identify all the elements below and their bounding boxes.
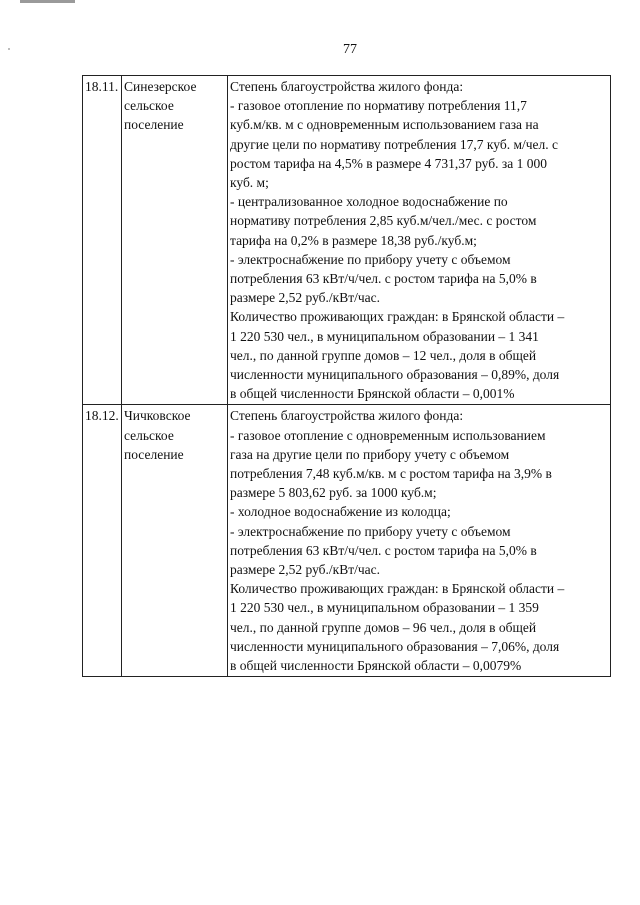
settlement-description [228, 76, 611, 405]
description-line: куб.м/кв. м с одновременным использованием газа на [230, 117, 539, 133]
description-line: - электроснабжение по прибору учету с объемом [230, 251, 511, 267]
scan-edge-mark [20, 0, 75, 3]
description-line: - электроснабжение по прибору учету с объемом [230, 523, 511, 539]
description-line: Степень благоустройства жилого фонда: [230, 408, 464, 424]
description-line: - газовое отопление с одновременным использованием [230, 427, 546, 443]
description-line: размере 5 803,62 руб. за 1000 куб.м; [230, 485, 437, 501]
description-line: в общей численности Брянской области – 0,0079% [230, 658, 522, 674]
description-line: 1 220 530 чел., в муниципальном образовании – 1 341 [230, 328, 539, 344]
description-line: - газовое отопление по нормативу потребления 11,7 [230, 98, 527, 114]
settlement-name [122, 405, 228, 677]
settlement-name-line: сельское [124, 98, 174, 114]
table-row [83, 405, 611, 677]
description-line: численности муниципального образования – 7,06%, доля [230, 638, 560, 654]
description-line: ростом тарифа на 4,5% в размере 4 731,37 руб. за 1 000 [230, 155, 547, 171]
description-line: 1 220 530 чел., в муниципальном образовании – 1 359 [230, 600, 539, 616]
settlement-name [122, 76, 228, 405]
description-line: - централизованное холодное водоснабжение по [230, 194, 508, 210]
description-line: тарифа на 0,2% в размере 18,38 руб./куб.м; [230, 232, 477, 248]
description-line: чел., по данной группе домов – 96 чел., доля в общей [230, 619, 537, 635]
settlement-name-line: сельское [124, 427, 174, 443]
settlement-description [228, 405, 611, 677]
row-number: 18.12. [83, 405, 122, 677]
description-line: в общей численности Брянской области – 0,001% [230, 386, 515, 402]
description-line: Количество проживающих граждан: в Брянской области – [230, 581, 565, 597]
page-number: 77 [343, 42, 357, 57]
row-number: 18.11. [83, 76, 122, 405]
description-line: - холодное водоснабжение из колодца; [230, 504, 451, 520]
description-line: куб. м; [230, 175, 269, 191]
settlement-table [82, 75, 611, 677]
description-line: численности муниципального образования – 0,89%, доля [230, 367, 560, 383]
description-line: потребления 7,48 куб.м/кв. м с ростом тарифа на 3,9% в [230, 466, 552, 482]
description-line: нормативу потребления 2,85 куб.м/чел./мес. с ростом [230, 213, 537, 229]
description-line: чел., по данной группе домов – 12 чел., доля в общей [230, 347, 537, 363]
settlement-name-line: Синезерское [124, 79, 197, 94]
description-line: размере 2,52 руб./кВт/час. [230, 290, 381, 306]
description-line: Степень благоустройства жилого фонда: [230, 79, 464, 94]
settlement-name-line: поселение [124, 446, 184, 462]
settlement-name-line: поселение [124, 117, 184, 133]
table-row [83, 76, 611, 405]
description-line: другие цели по нормативу потребления 17,7 куб. м/чел. с [230, 136, 559, 152]
settlement-name-line: Чичковское [124, 408, 191, 424]
description-line: газа на другие цели по прибору учету с объемом [230, 446, 510, 462]
description-line: Количество проживающих граждан: в Брянской области – [230, 309, 565, 325]
description-line: потребления 63 кВт/ч/чел. с ростом тарифа на 5,0% в [230, 271, 537, 287]
description-line: потребления 63 кВт/ч/чел. с ростом тарифа на 5,0% в [230, 542, 537, 558]
description-line: размере 2,52 руб./кВт/час. [230, 562, 381, 578]
